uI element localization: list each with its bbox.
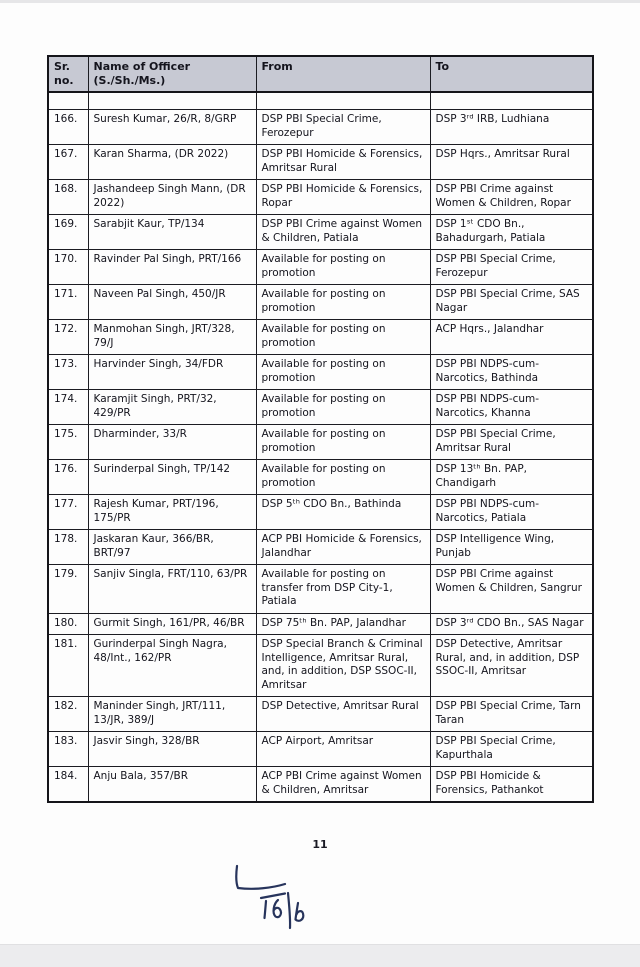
cell-name: Harvinder Singh, 34/FDR <box>88 355 256 390</box>
cell-from: DSP PBI Special Crime, Ferozepur <box>256 110 430 145</box>
table-row <box>48 530 593 565</box>
cell-name: Sarabjit Kaur, TP/134 <box>88 215 256 250</box>
cell-name: Jaskaran Kaur, 366/BR, BRT/97 <box>88 530 256 565</box>
table-row <box>48 697 593 732</box>
cell-to: DSP PBI NDPS-cum-Narcotics, Bathinda <box>430 355 593 390</box>
cell-sr: 178. <box>48 530 88 565</box>
cell-to: DSP PBI Crime against Women & Children, Sangrur <box>430 565 593 614</box>
header-officer-name: Name of Officer (S./Sh./Ms.) <box>88 56 256 92</box>
cell-from: Available for posting on promotion <box>256 355 430 390</box>
cell-to: DSP PBI NDPS-cum-Narcotics, Khanna <box>430 390 593 425</box>
cell-name: Sanjiv Singla, FRT/110, 63/PR <box>88 565 256 614</box>
table-row <box>48 767 593 803</box>
cell-sr: 170. <box>48 250 88 285</box>
cell-to: DSP Intelligence Wing, Punjab <box>430 530 593 565</box>
cell-from: Available for posting on transfer from DSP City-1, Patiala <box>256 565 430 614</box>
cell-name: Ravinder Pal Singh, PRT/166 <box>88 250 256 285</box>
cell-sr: 183. <box>48 732 88 767</box>
cell-name: Suresh Kumar, 26/R, 8/GRP <box>88 110 256 145</box>
cell-sr: 173. <box>48 355 88 390</box>
cell-to: DSP PBI Special Crime, Tarn Taran <box>430 697 593 732</box>
table-row <box>48 460 593 495</box>
table-row <box>48 495 593 530</box>
cell-name: Gurinderpal Singh Nagra, 48/Int., 162/PR <box>88 635 256 697</box>
cell-to: ACP Hqrs., Jalandhar <box>430 320 593 355</box>
table-row <box>48 355 593 390</box>
cell-sr: 179. <box>48 565 88 614</box>
cell-from: ACP PBI Homicide & Forensics, Jalandhar <box>256 530 430 565</box>
table-row <box>48 425 593 460</box>
cell-to: DSP 13ᵗʰ Bn. PAP, Chandigarh <box>430 460 593 495</box>
cell-name: Rajesh Kumar, PRT/196, 175/PR <box>88 495 256 530</box>
cell-name: Surinderpal Singh, TP/142 <box>88 460 256 495</box>
table-row <box>48 145 593 180</box>
page-number: 11 <box>312 838 328 851</box>
cell-sr: 176. <box>48 460 88 495</box>
table-row <box>48 732 593 767</box>
cell-from: Available for posting on promotion <box>256 390 430 425</box>
cell-from: ACP Airport, Amritsar <box>256 732 430 767</box>
table-row <box>48 110 593 145</box>
cell-from: ACP PBI Crime against Women & Children, Amritsar <box>256 767 430 803</box>
cell-sr: 166. <box>48 110 88 145</box>
cell-to: DSP Detective, Amritsar Rural, and, in addition, DSP SSOC-II, Amritsar <box>430 635 593 697</box>
cell-from: DSP PBI Crime against Women & Children, Patiala <box>256 215 430 250</box>
cell-name: Anju Bala, 357/BR <box>88 767 256 803</box>
cell-sr: 181. <box>48 635 88 697</box>
cell-sr: 174. <box>48 390 88 425</box>
table-row <box>48 635 593 697</box>
cell-from: Available for posting on promotion <box>256 320 430 355</box>
handwriting-ink-icon <box>220 855 350 940</box>
cell-name: Gurmit Singh, 161/PR, 46/BR <box>88 613 256 635</box>
cell-sr: 168. <box>48 180 88 215</box>
cell-to <box>430 92 593 110</box>
cell-to: DSP PBI Special Crime, Kapurthala <box>430 732 593 767</box>
cell-name: Maninder Singh, JRT/111, 13/JR, 389/J <box>88 697 256 732</box>
table-row <box>48 285 593 320</box>
cell-name: Manmohan Singh, JRT/328, 79/J <box>88 320 256 355</box>
cell-sr: 167. <box>48 145 88 180</box>
table-row <box>48 565 593 614</box>
officer-transfer-table <box>47 55 594 803</box>
table-row <box>48 250 593 285</box>
header-sr-no: Sr. no. <box>48 56 88 92</box>
header-from: From <box>256 56 430 92</box>
cell-from: Available for posting on promotion <box>256 285 430 320</box>
cell-sr: 175. <box>48 425 88 460</box>
cell-sr: 171. <box>48 285 88 320</box>
cell-to: DSP Hqrs., Amritsar Rural <box>430 145 593 180</box>
cell-from: Available for posting on promotion <box>256 425 430 460</box>
cell-to: DSP PBI Crime against Women & Children, Ropar <box>430 180 593 215</box>
cell-name: Jasvir Singh, 328/BR <box>88 732 256 767</box>
cell-from: Available for posting on promotion <box>256 250 430 285</box>
cell-sr: 169. <box>48 215 88 250</box>
scan-edge-bottom <box>0 944 640 967</box>
cell-from: DSP PBI Homicide & Forensics, Amritsar Rural <box>256 145 430 180</box>
table-header-row <box>48 56 593 92</box>
cell-to: DSP 3ʳᵈ CDO Bn., SAS Nagar <box>430 613 593 635</box>
handwritten-signature-note <box>220 855 350 940</box>
cell-name: Jashandeep Singh Mann, (DR 2022) <box>88 180 256 215</box>
cell-to: DSP PBI NDPS-cum-Narcotics, Patiala <box>430 495 593 530</box>
table-row <box>48 215 593 250</box>
table-row <box>48 180 593 215</box>
cell-to: DSP PBI Special Crime, SAS Nagar <box>430 285 593 320</box>
table-row <box>48 613 593 635</box>
cell-to: DSP 3ʳᵈ IRB, Ludhiana <box>430 110 593 145</box>
cell-sr: 172. <box>48 320 88 355</box>
cell-sr: 180. <box>48 613 88 635</box>
cell-to: DSP PBI Special Crime, Amritsar Rural <box>430 425 593 460</box>
cell-sr: 177. <box>48 495 88 530</box>
table-row <box>48 320 593 355</box>
empty-spacer-row <box>48 92 593 110</box>
cell-name: Karan Sharma, (DR 2022) <box>88 145 256 180</box>
cell-sr: 184. <box>48 767 88 803</box>
table-row <box>48 390 593 425</box>
cell-to: DSP 1ˢᵗ CDO Bn., Bahadurgarh, Patiala <box>430 215 593 250</box>
cell-from <box>256 92 430 110</box>
cell-from: DSP Detective, Amritsar Rural <box>256 697 430 732</box>
cell-from: Available for posting on promotion <box>256 460 430 495</box>
cell-name: Dharminder, 33/R <box>88 425 256 460</box>
cell-to: DSP PBI Homicide & Forensics, Pathankot <box>430 767 593 803</box>
cell-to: DSP PBI Special Crime, Ferozepur <box>430 250 593 285</box>
cell-sr <box>48 92 88 110</box>
cell-name: Naveen Pal Singh, 450/JR <box>88 285 256 320</box>
cell-from: DSP 5ᵗʰ CDO Bn., Bathinda <box>256 495 430 530</box>
scan-edge-top <box>0 0 640 3</box>
header-to: To <box>430 56 593 92</box>
cell-sr: 182. <box>48 697 88 732</box>
cell-from: DSP PBI Homicide & Forensics, Ropar <box>256 180 430 215</box>
cell-from: DSP Special Branch & Criminal Intelligence, Amritsar Rural, and, in addition, DSP SSOC-II, Amritsar <box>256 635 430 697</box>
cell-name <box>88 92 256 110</box>
cell-name: Karamjit Singh, PRT/32, 429/PR <box>88 390 256 425</box>
cell-from: DSP 75ᵗʰ Bn. PAP, Jalandhar <box>256 613 430 635</box>
